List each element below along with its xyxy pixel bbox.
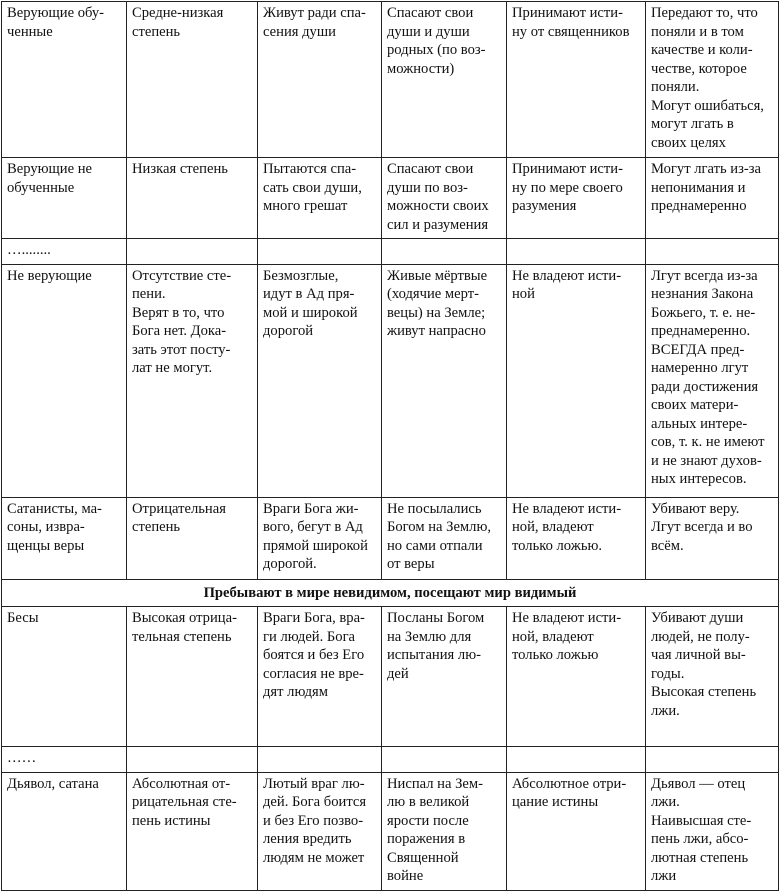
table-cell bbox=[382, 264, 507, 497]
cell-text-line: Дьявол — отец bbox=[651, 775, 746, 792]
cell-text-line: ных интересов. bbox=[651, 471, 747, 487]
cell-text-line: лю в великой bbox=[387, 794, 470, 810]
table-cell bbox=[646, 772, 779, 890]
cell-text-line: испытания лю- bbox=[387, 647, 481, 663]
table-cell bbox=[507, 264, 646, 497]
cell-text-line: сов, т. к. не имеют bbox=[651, 434, 765, 450]
cell-text-line: Лютый враг лю- bbox=[263, 775, 365, 792]
table-cell bbox=[646, 2, 779, 158]
table-cell bbox=[127, 607, 258, 747]
cell-text-line: лжи bbox=[651, 868, 677, 884]
table-cell bbox=[127, 2, 258, 158]
cell-text-line: всём. bbox=[651, 537, 684, 554]
cell-text-line: Наивысшая сте- bbox=[651, 812, 752, 829]
cell-text-line: Не посылались bbox=[387, 500, 482, 517]
cell-text-line: поняли. bbox=[651, 79, 700, 95]
table-cell bbox=[258, 264, 382, 497]
cell-text-line: дят людям bbox=[263, 684, 328, 700]
cell-text-line: (ходячие мерт- bbox=[387, 286, 479, 302]
table-cell bbox=[382, 2, 507, 158]
cell-text-line: Священной bbox=[387, 849, 459, 866]
cell-text-line: намеренно лгут bbox=[651, 360, 749, 376]
cell-text-line: пень лжи, абсо- bbox=[651, 831, 749, 847]
cell-text-line: можности своих bbox=[387, 198, 489, 214]
cell-text-line: Передают то, что bbox=[651, 5, 758, 21]
cell-text-line: Верующие обу- bbox=[7, 5, 105, 21]
table-body bbox=[2, 2, 779, 891]
cell-text-line: Посланы Богом bbox=[387, 610, 485, 626]
table-cell bbox=[2, 747, 127, 773]
cell-text-line: идут в Ад пря- bbox=[263, 286, 355, 302]
table-cell bbox=[2, 607, 127, 747]
cell-text-line: и без Его позво- bbox=[263, 812, 364, 829]
cell-text-line: честве, которое bbox=[651, 60, 747, 77]
cell-text-line: Безмозглые, bbox=[263, 267, 339, 284]
table-cell bbox=[507, 239, 646, 265]
cell-text-line: но сами отпали bbox=[387, 537, 483, 554]
cell-text-line: годы. bbox=[651, 665, 685, 682]
cell-text-line: пень истины bbox=[132, 812, 211, 829]
cell-text-line: Бесы bbox=[7, 610, 39, 626]
table-cell bbox=[507, 158, 646, 239]
cell-text-line: ВСЕГДА пред- bbox=[651, 341, 745, 358]
cell-text-line: Пытаются спа- bbox=[263, 161, 357, 177]
cell-text-line: лат не могут. bbox=[132, 360, 213, 376]
table-cell bbox=[382, 772, 507, 890]
cell-text-line: Средне-низкая bbox=[132, 5, 224, 21]
cell-text-line: только ложью. bbox=[512, 537, 603, 554]
table-cell bbox=[127, 239, 258, 265]
table-cell bbox=[258, 497, 382, 579]
cell-text-line: Бога нет. Дока- bbox=[132, 323, 227, 339]
cell-text-line: поражения в bbox=[387, 831, 466, 847]
table-cell bbox=[127, 158, 258, 239]
table-cell bbox=[507, 607, 646, 747]
cell-text-line: ги людей. Бога bbox=[263, 628, 356, 645]
cell-text-line: Не владеют исти- bbox=[512, 267, 622, 284]
cell-text-line: Не верующие bbox=[7, 267, 92, 284]
cell-text-line: щенцы веры bbox=[7, 537, 85, 554]
cell-text-line: лжи. bbox=[651, 702, 680, 719]
table-row bbox=[2, 2, 779, 158]
cell-text-line: цание истины bbox=[512, 794, 599, 810]
cell-text-line: Могут ошибаться, bbox=[651, 97, 764, 114]
comparison-table bbox=[1, 1, 779, 891]
cell-text-line: Верят в то, что bbox=[132, 304, 225, 321]
group-header-cell: Пребывают в мире невидимом, посещают мир видимый bbox=[2, 579, 779, 607]
cell-text-line: рицательная сте- bbox=[132, 794, 237, 810]
cell-text-line: сения души bbox=[263, 23, 336, 40]
cell-text-line: ну от священников bbox=[512, 23, 630, 40]
cell-text-line: Высокая отрица- bbox=[132, 610, 237, 626]
cell-text-line: Принимают исти- bbox=[512, 5, 623, 21]
table-cell bbox=[2, 2, 127, 158]
cell-text-line: сать свои души, bbox=[263, 179, 362, 196]
cell-text-line: боятся и без Его bbox=[263, 647, 365, 663]
table-cell bbox=[2, 497, 127, 579]
cell-text-line: от веры bbox=[387, 556, 435, 572]
cell-text-line: Божьего, т. е. не- bbox=[651, 304, 756, 321]
cell-text-line: Лгут всегда и во bbox=[651, 519, 753, 535]
table-cell bbox=[646, 264, 779, 497]
cell-text-line: тельная степень bbox=[132, 628, 232, 645]
table-cell bbox=[2, 239, 127, 265]
table-cell bbox=[127, 497, 258, 579]
table-cell bbox=[382, 747, 507, 773]
cell-text-line: можности) bbox=[387, 60, 455, 77]
cell-text-line: души и души bbox=[387, 23, 470, 40]
cell-text-line: пени. bbox=[132, 286, 166, 302]
cell-text-line: Принимают исти- bbox=[512, 161, 623, 177]
cell-text-line: Низкая степень bbox=[132, 161, 228, 177]
cell-text-line: Лгут всегда из-за bbox=[651, 267, 758, 284]
cell-text-line: родных (по воз- bbox=[387, 42, 486, 58]
cell-text-line: вецы) на Земле; bbox=[387, 304, 486, 321]
cell-text-line: Не владеют исти- bbox=[512, 610, 622, 626]
table-row bbox=[2, 239, 779, 265]
cell-text-line: прямой широкой bbox=[263, 537, 368, 554]
cell-text-line: Высокая степень bbox=[651, 684, 757, 700]
cell-text-line: Могут лгать из-за bbox=[651, 161, 761, 177]
table-cell bbox=[258, 239, 382, 265]
table-cell bbox=[382, 239, 507, 265]
cell-text-line: альных интере- bbox=[651, 415, 748, 432]
table-cell bbox=[127, 772, 258, 890]
cell-text-line: Убивают веру. bbox=[651, 500, 740, 517]
table-row bbox=[2, 264, 779, 497]
cell-text-line: ярости после bbox=[387, 812, 469, 829]
cell-text-line: сил и разумения bbox=[387, 216, 489, 233]
cell-text-line: ради достижения bbox=[651, 378, 759, 395]
cell-text-line: своих целях bbox=[651, 134, 726, 151]
table-cell bbox=[258, 747, 382, 773]
cell-text-line: зать этот посту- bbox=[132, 341, 231, 358]
cell-text-line: Верующие не bbox=[7, 161, 92, 177]
cell-text-line: ной bbox=[512, 286, 535, 302]
table-cell bbox=[258, 158, 382, 239]
table-cell bbox=[507, 747, 646, 773]
cell-text-line: Ниспал на Зем- bbox=[387, 775, 483, 792]
cell-text-line: Спасают свои bbox=[387, 161, 474, 177]
cell-text-line: войне bbox=[387, 868, 424, 884]
cell-text-line: преднамеренно. bbox=[651, 323, 751, 339]
cell-text-line: согласия не вре- bbox=[263, 665, 364, 682]
cell-text-line: Абсолютная от- bbox=[132, 775, 231, 792]
cell-text-line: на Землю для bbox=[387, 628, 472, 645]
cell-text-line: ной, владеют bbox=[512, 628, 594, 645]
table-row bbox=[2, 747, 779, 773]
cell-text-line: Дьявол, сатана bbox=[7, 775, 99, 792]
cell-text-line: Враги Бога, вра- bbox=[263, 610, 365, 626]
table-cell bbox=[127, 747, 258, 773]
cell-text-line: Абсолютное отри- bbox=[512, 775, 627, 792]
table-cell bbox=[646, 239, 779, 265]
cell-text-line: …… bbox=[7, 750, 37, 766]
cell-text-line: незнания Закона bbox=[651, 286, 754, 302]
cell-text-line: Враги Бога жи- bbox=[263, 500, 359, 517]
cell-text-line: лжи. bbox=[651, 794, 680, 810]
cell-text-line: людей, не полу- bbox=[651, 628, 750, 645]
cell-text-line: дорогой. bbox=[263, 556, 317, 572]
table-cell bbox=[646, 158, 779, 239]
cell-text-line: Сатанисты, ма- bbox=[7, 500, 102, 517]
table-cell bbox=[507, 497, 646, 579]
cell-text-line: ления вредить bbox=[263, 831, 352, 847]
cell-text-line: обученные bbox=[7, 179, 75, 196]
cell-text-line: …........ bbox=[7, 242, 51, 258]
table-cell bbox=[127, 264, 258, 497]
cell-text-line: души по воз- bbox=[387, 179, 468, 196]
table-row bbox=[2, 607, 779, 747]
cell-text-line: дей bbox=[387, 665, 409, 682]
cell-text-line: поняли и в том bbox=[651, 23, 744, 40]
cell-text-line: ну по мере своего bbox=[512, 179, 623, 196]
cell-text-line: мой и широкой bbox=[263, 304, 358, 321]
table-cell bbox=[382, 158, 507, 239]
cell-text-line: своих матери- bbox=[651, 397, 739, 413]
table-cell bbox=[2, 158, 127, 239]
table-cell bbox=[646, 497, 779, 579]
cell-text-line: живут напрасно bbox=[387, 323, 486, 339]
table-cell bbox=[507, 2, 646, 158]
cell-text-line: Отсутствие сте- bbox=[132, 267, 232, 284]
cell-text-line: непонимания и bbox=[651, 179, 746, 196]
cell-text-line: Богом на Землю, bbox=[387, 519, 491, 535]
cell-text-line: вого, бегут в Ад bbox=[263, 519, 363, 535]
cell-text-line: соны, извра- bbox=[7, 519, 85, 535]
table-cell bbox=[646, 607, 779, 747]
cell-text-line: Убивают души bbox=[651, 610, 744, 626]
cell-text-line: степень bbox=[132, 23, 181, 40]
cell-text-line: Живые мёртвые bbox=[387, 267, 488, 284]
group-header-row bbox=[2, 579, 779, 607]
table-cell bbox=[646, 747, 779, 773]
cell-text-line: дей. Бога боится bbox=[263, 794, 367, 810]
cell-text-line: чая личной вы- bbox=[651, 647, 746, 663]
cell-text-line: степень bbox=[132, 519, 181, 535]
cell-text-line: могут лгать в bbox=[651, 116, 734, 132]
cell-text-line: ченные bbox=[7, 23, 53, 40]
cell-text-line: преднамеренно bbox=[651, 198, 747, 214]
cell-text-line: Не владеют исти- bbox=[512, 500, 622, 517]
cell-text-line: Спасают свои bbox=[387, 5, 474, 21]
cell-text-line: дорогой bbox=[263, 323, 314, 339]
table-cell bbox=[258, 2, 382, 158]
cell-text-line: ной, владеют bbox=[512, 519, 594, 535]
table-cell bbox=[382, 497, 507, 579]
table-row bbox=[2, 497, 779, 579]
cell-text-line: Живут ради спа- bbox=[263, 5, 366, 21]
table-cell bbox=[258, 607, 382, 747]
cell-text-line: Отрицательная bbox=[132, 500, 226, 517]
table-cell bbox=[2, 772, 127, 890]
table-cell bbox=[507, 772, 646, 890]
cell-text-line: разумения bbox=[512, 198, 577, 214]
cell-text-line: лютная степень bbox=[651, 849, 749, 866]
table-cell bbox=[258, 772, 382, 890]
cell-text-line: много грешат bbox=[263, 198, 348, 214]
table-cell bbox=[382, 607, 507, 747]
cell-text-line: только ложью bbox=[512, 647, 599, 663]
table-row bbox=[2, 158, 779, 239]
cell-text-line: и не знают духов- bbox=[651, 452, 762, 469]
cell-text-line: качестве и коли- bbox=[651, 42, 753, 58]
table-row bbox=[2, 772, 779, 890]
cell-text-line: людям не может bbox=[263, 849, 365, 866]
table-cell bbox=[2, 264, 127, 497]
